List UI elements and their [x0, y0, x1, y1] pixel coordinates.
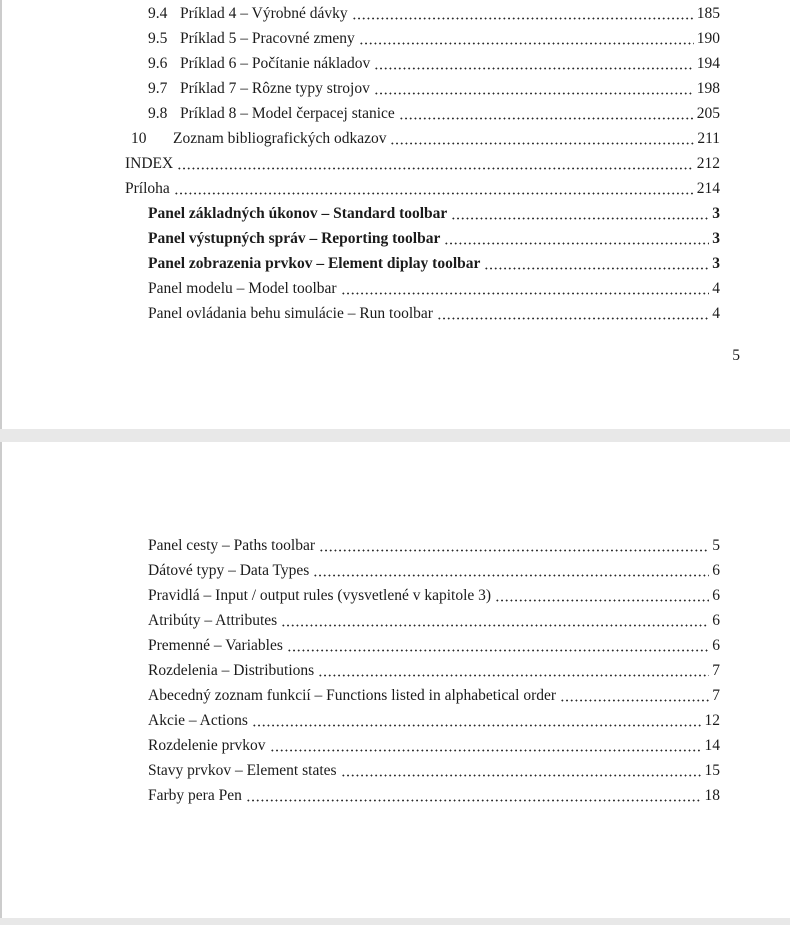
toc-dot-leader	[374, 76, 694, 101]
toc-dot-leader	[437, 301, 709, 326]
toc-dot-leader	[341, 758, 702, 783]
toc-entry[interactable]	[125, 151, 720, 176]
toc-dot-leader	[313, 558, 709, 583]
toc-entry-page: 4	[712, 280, 720, 297]
toc-entry-label: Príloha	[125, 180, 170, 197]
toc-dot-leader	[318, 658, 709, 683]
toc-entry-page: 198	[696, 80, 720, 97]
toc-entry-label: Príklad 8 – Model čerpacej stanice	[180, 105, 395, 122]
toc-dot-leader	[560, 683, 709, 708]
toc-entry-label: Panel základných úkonov – Standard toolbar	[148, 205, 448, 222]
toc-entry-label: Atribúty – Attributes	[148, 612, 278, 629]
toc-dot-leader	[252, 708, 702, 733]
toc-entry-page: 6	[712, 562, 720, 579]
toc-entry-page: 185	[696, 5, 720, 22]
toc-entry[interactable]	[125, 783, 720, 808]
toc-dot-leader	[444, 226, 709, 251]
bottom-page-gap	[0, 918, 790, 925]
toc-entry[interactable]	[125, 76, 720, 101]
toc-dot-leader	[177, 151, 694, 176]
toc-entry-label: INDEX	[125, 155, 174, 172]
toc-entry-label: Panel výstupných správ – Reporting toolbar	[148, 230, 441, 247]
toc-entry-number: 9.7	[148, 80, 168, 97]
toc-dot-leader	[484, 251, 709, 276]
toc-entry-label: Pravidlá – Input / output rules (vysvetlené v kapitole 3)	[148, 587, 492, 604]
toc-entry-label: Panel ovládania behu simulácie – Run toolbar	[148, 305, 433, 322]
toc-entry[interactable]	[125, 51, 720, 76]
toc-entry[interactable]	[125, 126, 720, 151]
toc-dot-leader	[319, 533, 709, 558]
toc-entry-label: Príklad 4 – Výrobné dávky	[180, 5, 348, 22]
toc-entry[interactable]	[125, 226, 720, 251]
toc-list-page-1	[125, 1, 720, 326]
toc-entry[interactable]	[125, 683, 720, 708]
toc-entry[interactable]	[125, 558, 720, 583]
toc-entry-label: Akcie – Actions	[148, 712, 248, 729]
toc-dot-leader	[451, 201, 709, 226]
toc-entry-label: Panel modelu – Model toolbar	[148, 280, 337, 297]
toc-entry-page: 7	[712, 687, 720, 704]
toc-entry[interactable]	[125, 1, 720, 26]
toc-dot-leader	[390, 126, 694, 151]
toc-entry-label: Premenné – Variables	[148, 637, 283, 654]
toc-list-page-2	[125, 533, 720, 808]
toc-dot-leader	[341, 276, 710, 301]
toc-entry-page: 12	[704, 712, 720, 729]
page-folio-number: 5	[732, 347, 740, 364]
toc-entry-page: 3	[712, 205, 720, 222]
toc-dot-leader	[281, 608, 709, 633]
toc-entry[interactable]	[125, 176, 720, 201]
toc-entry[interactable]	[125, 533, 720, 558]
toc-entry-page: 205	[696, 105, 720, 122]
toc-entry-page: 212	[696, 155, 720, 172]
toc-entry-label: Zoznam bibliografických odkazov	[173, 130, 387, 147]
toc-entry-page: 3	[712, 230, 720, 247]
toc-entry[interactable]	[125, 301, 720, 326]
toc-entry-page: 7	[712, 662, 720, 679]
toc-entry[interactable]	[125, 251, 720, 276]
toc-entry[interactable]	[125, 583, 720, 608]
toc-entry-number: 10	[131, 130, 147, 147]
toc-dot-leader	[352, 1, 694, 26]
toc-entry-number: 9.8	[148, 105, 168, 122]
toc-dot-leader	[287, 633, 709, 658]
toc-entry[interactable]	[125, 708, 720, 733]
toc-entry[interactable]	[125, 608, 720, 633]
page-gap-divider	[0, 429, 790, 442]
toc-entry-page: 3	[712, 255, 720, 272]
toc-entry[interactable]	[125, 201, 720, 226]
toc-entry-label: Príklad 5 – Pracovné zmeny	[180, 30, 355, 47]
toc-entry-page: 4	[712, 305, 720, 322]
toc-entry-page: 14	[704, 737, 720, 754]
toc-entry-label: Panel zobrazenia prvkov – Element diplay toolbar	[148, 255, 481, 272]
toc-dot-leader	[246, 783, 702, 808]
toc-entry-page: 214	[696, 180, 720, 197]
toc-entry-page: 194	[696, 55, 720, 72]
toc-entry-number: 9.6	[148, 55, 168, 72]
toc-entry-page: 211	[697, 130, 720, 147]
toc-entry-label: Panel cesty – Paths toolbar	[148, 537, 316, 554]
toc-entry-label: Stavy prvkov – Element states	[148, 762, 337, 779]
toc-entry[interactable]	[125, 101, 720, 126]
toc-entry-label: Dátové typy – Data Types	[148, 562, 310, 579]
toc-entry-page: 18	[704, 787, 720, 804]
toc-entry[interactable]	[125, 733, 720, 758]
toc-entry[interactable]	[125, 758, 720, 783]
toc-entry-label: Rozdelenie prvkov	[148, 737, 266, 754]
toc-entry-number: 9.4	[148, 5, 168, 22]
toc-entry[interactable]	[125, 633, 720, 658]
toc-entry-page: 15	[704, 762, 720, 779]
toc-entry[interactable]	[125, 26, 720, 51]
toc-entry-label: Farby pera Pen	[148, 787, 242, 804]
toc-dot-leader	[174, 176, 694, 201]
toc-entry-label: Príklad 7 – Rôzne typy strojov	[180, 80, 370, 97]
toc-entry-page: 5	[712, 537, 720, 554]
toc-dot-leader	[359, 26, 694, 51]
toc-entry-page: 6	[712, 637, 720, 654]
page-left-edge	[0, 0, 2, 925]
toc-dot-leader	[270, 733, 702, 758]
toc-entry[interactable]	[125, 658, 720, 683]
toc-entry[interactable]	[125, 276, 720, 301]
toc-entry-label: Rozdelenia – Distributions	[148, 662, 315, 679]
toc-entry-page: 6	[712, 587, 720, 604]
toc-dot-leader	[374, 51, 693, 76]
toc-entry-page: 6	[712, 612, 720, 629]
toc-entry-label: Príklad 6 – Počítanie nákladov	[180, 55, 371, 72]
toc-entry-page: 190	[696, 30, 720, 47]
toc-entry-label: Abecedný zoznam funkcií – Functions listed in alphabetical order	[148, 687, 557, 704]
toc-dot-leader	[399, 101, 694, 126]
toc-dot-leader	[495, 583, 709, 608]
toc-entry-number: 9.5	[148, 30, 168, 47]
